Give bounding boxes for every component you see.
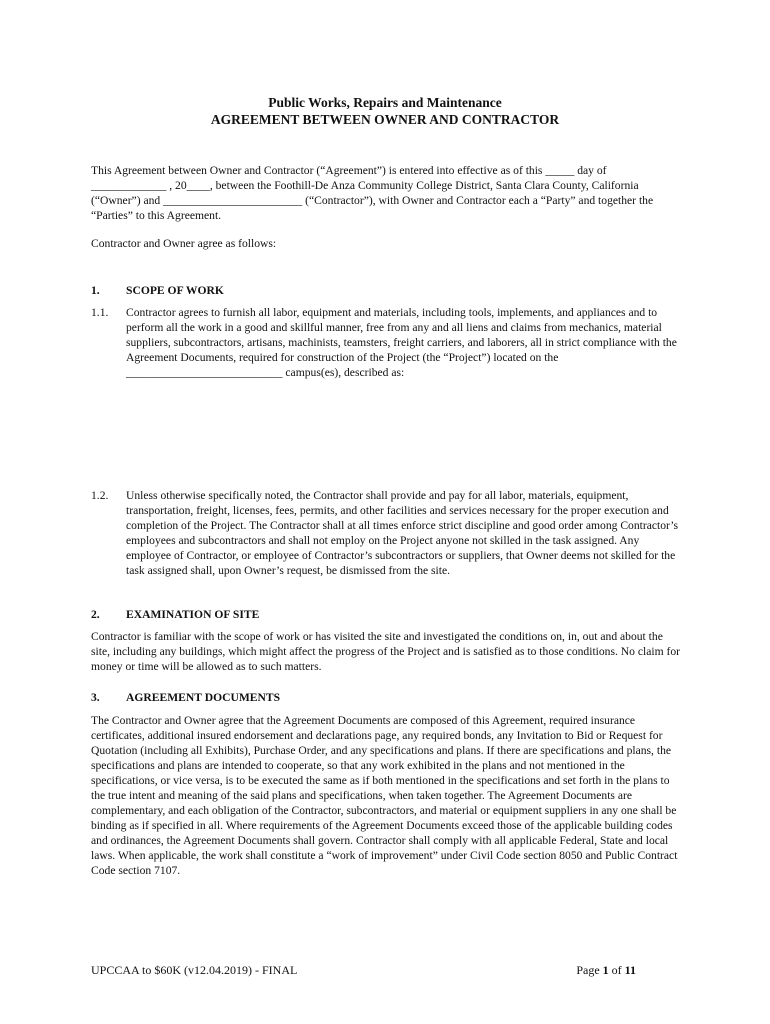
section-2-number: 2. bbox=[91, 608, 100, 621]
section-2-paragraph bbox=[91, 629, 681, 674]
section-3-title: AGREEMENT DOCUMENTS bbox=[126, 691, 281, 704]
section-1-title: SCOPE OF WORK bbox=[126, 284, 224, 297]
title-line-2: AGREEMENT BETWEEN OWNER AND CONTRACTOR bbox=[210, 112, 560, 127]
intro-paragraph bbox=[91, 163, 681, 223]
clause-1-1-text: Contractor agrees to furnish all labor, equipment and materials, including tools, implements, and appliances and to perform all the work in a good and skillful manner, free from any and all liens and claims from mechanics, material suppliers, subcontractors, artisans, machinists, teamsters, freight carriers, and laborers, all in strict compliance with the Agreement Documents, required for construction of the Project (the “Project”) located on the ___________________________ campus(es), described as: bbox=[126, 306, 677, 379]
footer-document-version: UPCCAA to $60K (v12.04.2019) - FINAL bbox=[91, 963, 298, 977]
footer-page-total: 11 bbox=[624, 963, 636, 977]
clause-1-1-number: 1.1. bbox=[91, 306, 109, 319]
section-1-number: 1. bbox=[91, 284, 100, 297]
footer-page-number bbox=[576, 963, 636, 978]
agree-text: Contractor and Owner agree as follows: bbox=[91, 237, 277, 250]
footer-of-word: of bbox=[611, 963, 622, 977]
clause-1-2-text: Unless otherwise specifically noted, the Contractor shall provide and pay for all labor, materials, equipment, transportation, freight, licenses, fees, permits, and other facilities and services necessary for the proper execution and completion of the Project. The Contractor shall at all times enforce strict discipline and good order among Contractor’s employees and subcontractors and shall not employ on the Project anyone not skilled in the task assigned. Any employee of Contractor, or employee of Contractor’s subcontractors or suppliers, that Owner deems not skilled for the task assigned shall, upon Owner’s request, be dismissed from the site. bbox=[126, 489, 679, 577]
document-title bbox=[0, 94, 770, 128]
footer-page-word: Page bbox=[576, 963, 600, 977]
agree-paragraph bbox=[91, 236, 681, 251]
title-line-1: Public Works, Repairs and Maintenance bbox=[268, 95, 502, 110]
section-3-paragraph bbox=[91, 713, 681, 878]
section-3-number: 3. bbox=[91, 691, 100, 704]
clause-1-2-number: 1.2. bbox=[91, 489, 109, 502]
footer-page-current: 1 bbox=[602, 963, 609, 977]
section-2-title: EXAMINATION OF SITE bbox=[126, 608, 260, 621]
section-3-text: The Contractor and Owner agree that the Agreement Documents are composed of this Agreement, required insurance certificates, additional insured endorsement and declarations page, any required bonds, any Invitation to Bid or Request for Quotation (including all Exhibits), Purchase Order, and any specifications and plans. If there are specifications and plans, the specifications and plans are intended to cooperate, so that any work exhibited in the plans and not mentioned in the specifications, or vice versa, is to be executed the same as if both mentioned in the specifications and set forth in the plans to the true intent and meaning of the said plans and specifications, when taken together. The Agreement Documents are complementary, and each obligation of the Contractor, subcontractors, and material or equipment suppliers in any one shall be binding as if specified in all. Where requirements of the Agreement Documents exceed those of the applicable building codes and ordinances, the Agreement Documents shall govern. Contractor shall comply with all applicable Federal, State and local laws. When applicable, the work shall constitute a “work of improvement” under Civil Code section 8050 and Public Contract Code section 7107. bbox=[91, 714, 678, 877]
section-2-text: Contractor is familiar with the scope of work or has visited the site and investigated the conditions on, in, out and about the site, including any buildings, which might affect the progress of the Project and is satisfied as to those conditions. No claim for money or time will be allowed as to such matters. bbox=[91, 630, 681, 673]
intro-text: This Agreement between Owner and Contractor (“Agreement”) is entered into effective as of this _____ day of _____________ , 20____, between the Foothill-De Anza Community College District, Santa Clara County, California (“Owner”) and ________________________ (“Contractor”), with Owner and Contractor each a “Party” and together the “Parties” to this Agreement. bbox=[91, 164, 654, 222]
